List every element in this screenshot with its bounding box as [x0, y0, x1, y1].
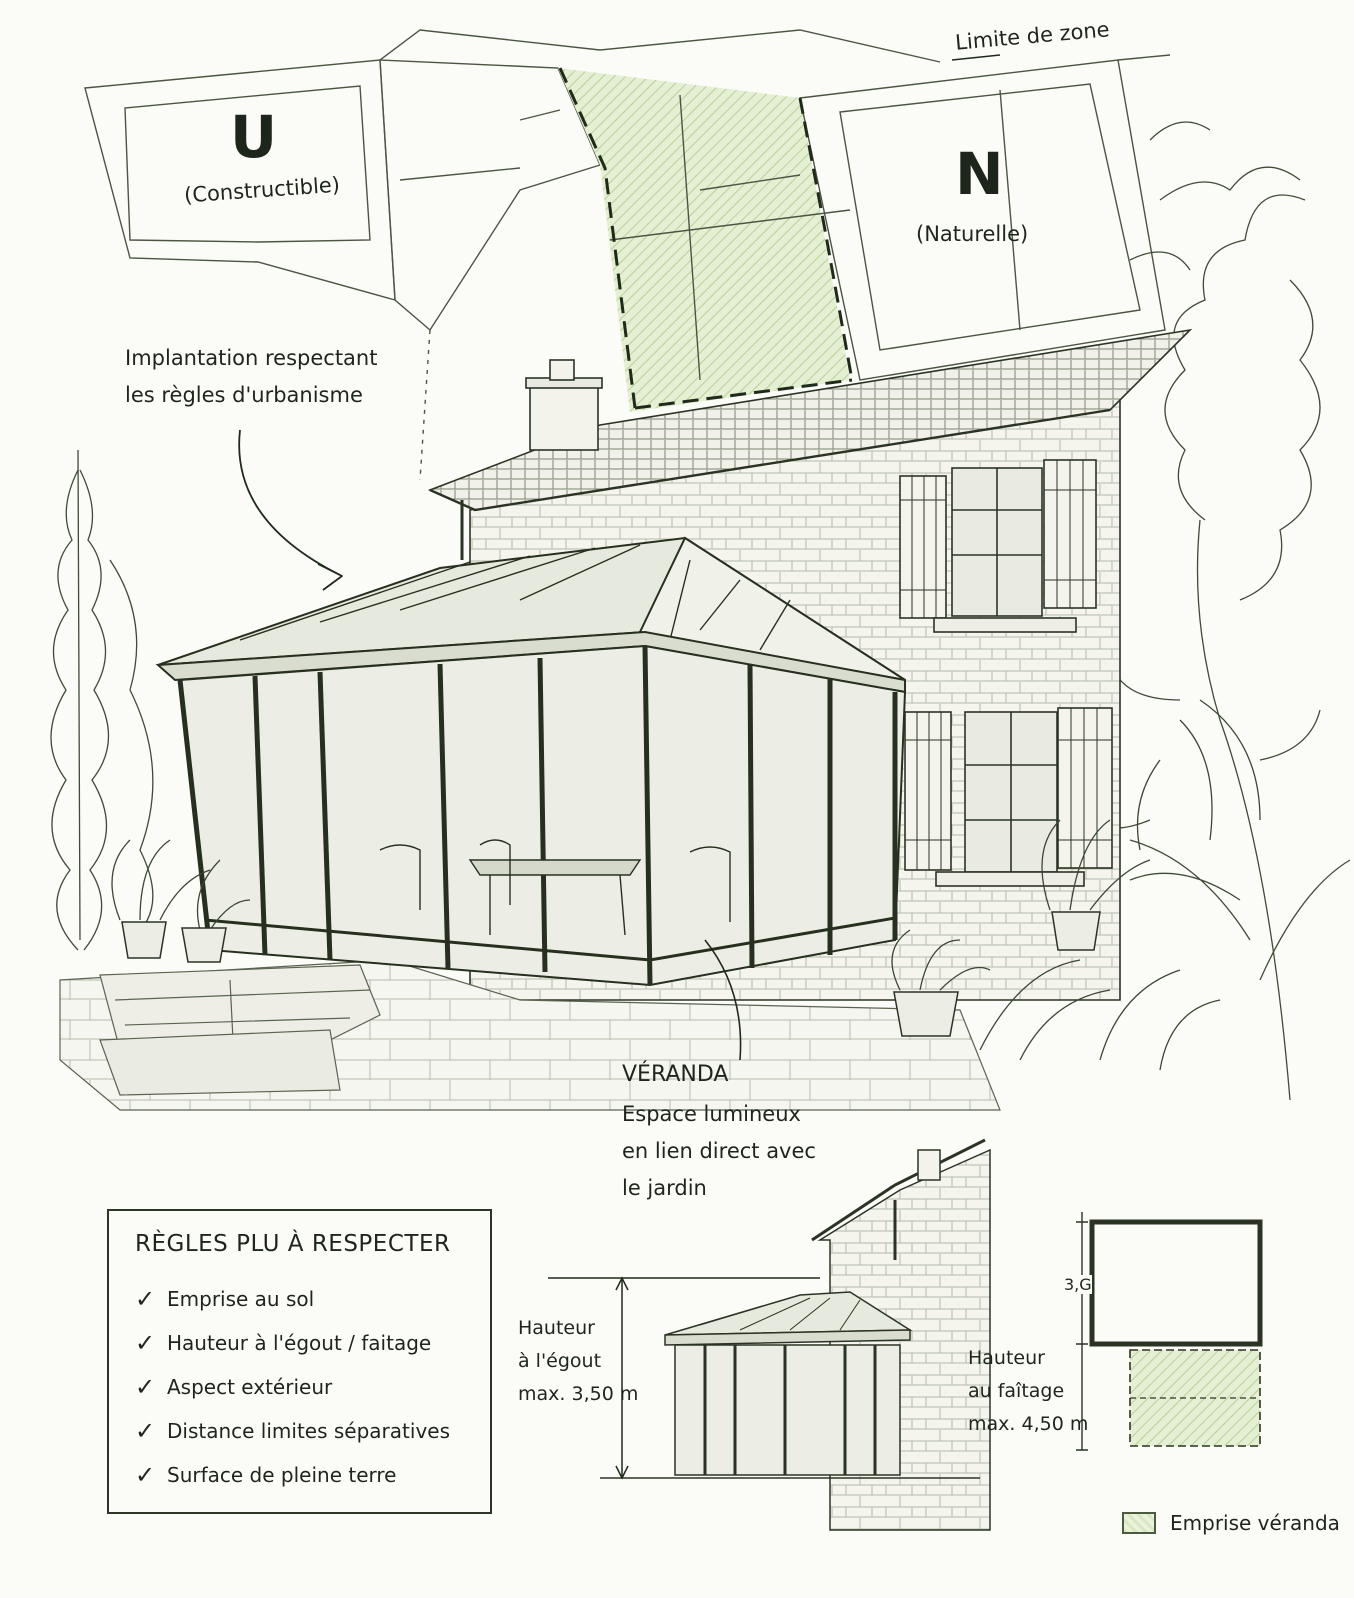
rule-item	[135, 1365, 450, 1409]
rule-label: Hauteur à l'égout / faitage	[167, 1331, 432, 1355]
rule-label: Emprise au sol	[167, 1287, 315, 1311]
legend-label: Emprise véranda	[1170, 1511, 1340, 1535]
check-icon: ✓	[135, 1373, 156, 1401]
rule-item	[135, 1321, 450, 1365]
zone-n-letter: N	[955, 140, 1004, 208]
hatch-swatch-icon	[1122, 1512, 1156, 1534]
ridge-line-3: max. 4,50 m	[968, 1413, 1089, 1435]
zone-n-name: (Naturelle)	[916, 222, 1029, 246]
rule-label: Surface de pleine terre	[167, 1463, 397, 1487]
zone-limit-leader	[952, 55, 1000, 60]
zone-u-letter: U	[230, 103, 278, 171]
rule-label: Aspect extérieur	[167, 1375, 333, 1399]
ridge-height-label	[968, 1342, 1088, 1441]
eave-height-label	[518, 1312, 638, 1411]
eave-line-1: Hauteur	[518, 1317, 595, 1339]
implantation-line-1: Implantation respectant	[125, 346, 378, 370]
veranda-description	[622, 1096, 816, 1207]
plu-rules-title: RÈGLES PLU À RESPECTER	[135, 1231, 451, 1257]
ridge-line-1: Hauteur	[968, 1347, 1045, 1369]
plu-rules-box	[107, 1209, 492, 1514]
left-tree	[51, 450, 153, 950]
rule-label: Distance limites séparatives	[167, 1419, 450, 1443]
veranda-desc-line-3: le jardin	[622, 1176, 707, 1200]
rule-item	[135, 1409, 450, 1453]
eave-line-3: max. 3,50 m	[518, 1383, 639, 1405]
lower-shutter-right	[1058, 708, 1112, 868]
lower-shutter-left	[905, 712, 951, 870]
plan-view	[1076, 1212, 1260, 1450]
plan-dimension-label: 3,G	[1064, 1275, 1092, 1294]
ridge-line-2: au faîtage	[968, 1380, 1065, 1402]
implantation-arrow	[239, 430, 342, 590]
check-icon: ✓	[135, 1417, 156, 1445]
veranda-desc-line-2: en lien direct avec	[622, 1139, 816, 1163]
zone-u-name: (Constructible)	[183, 172, 341, 208]
plu-rules-list	[135, 1277, 450, 1497]
upper-shutter-left	[900, 476, 946, 618]
zone-limit-label: Limite de zone	[954, 17, 1111, 55]
check-icon: ✓	[135, 1285, 156, 1313]
right-tree	[1083, 122, 1350, 1100]
eave-line-2: à l'égout	[518, 1350, 602, 1372]
legend	[1122, 1511, 1340, 1535]
veranda-desc-line-1: Espace lumineux	[622, 1102, 801, 1126]
implantation-line-2: les règles d'urbanisme	[125, 383, 363, 407]
check-icon: ✓	[135, 1329, 156, 1357]
rule-item	[135, 1453, 450, 1497]
chimney	[530, 385, 598, 450]
implantation-note	[125, 340, 377, 414]
check-icon: ✓	[135, 1461, 156, 1489]
veranda-title: VÉRANDA	[622, 1062, 729, 1087]
rule-item	[135, 1277, 450, 1321]
